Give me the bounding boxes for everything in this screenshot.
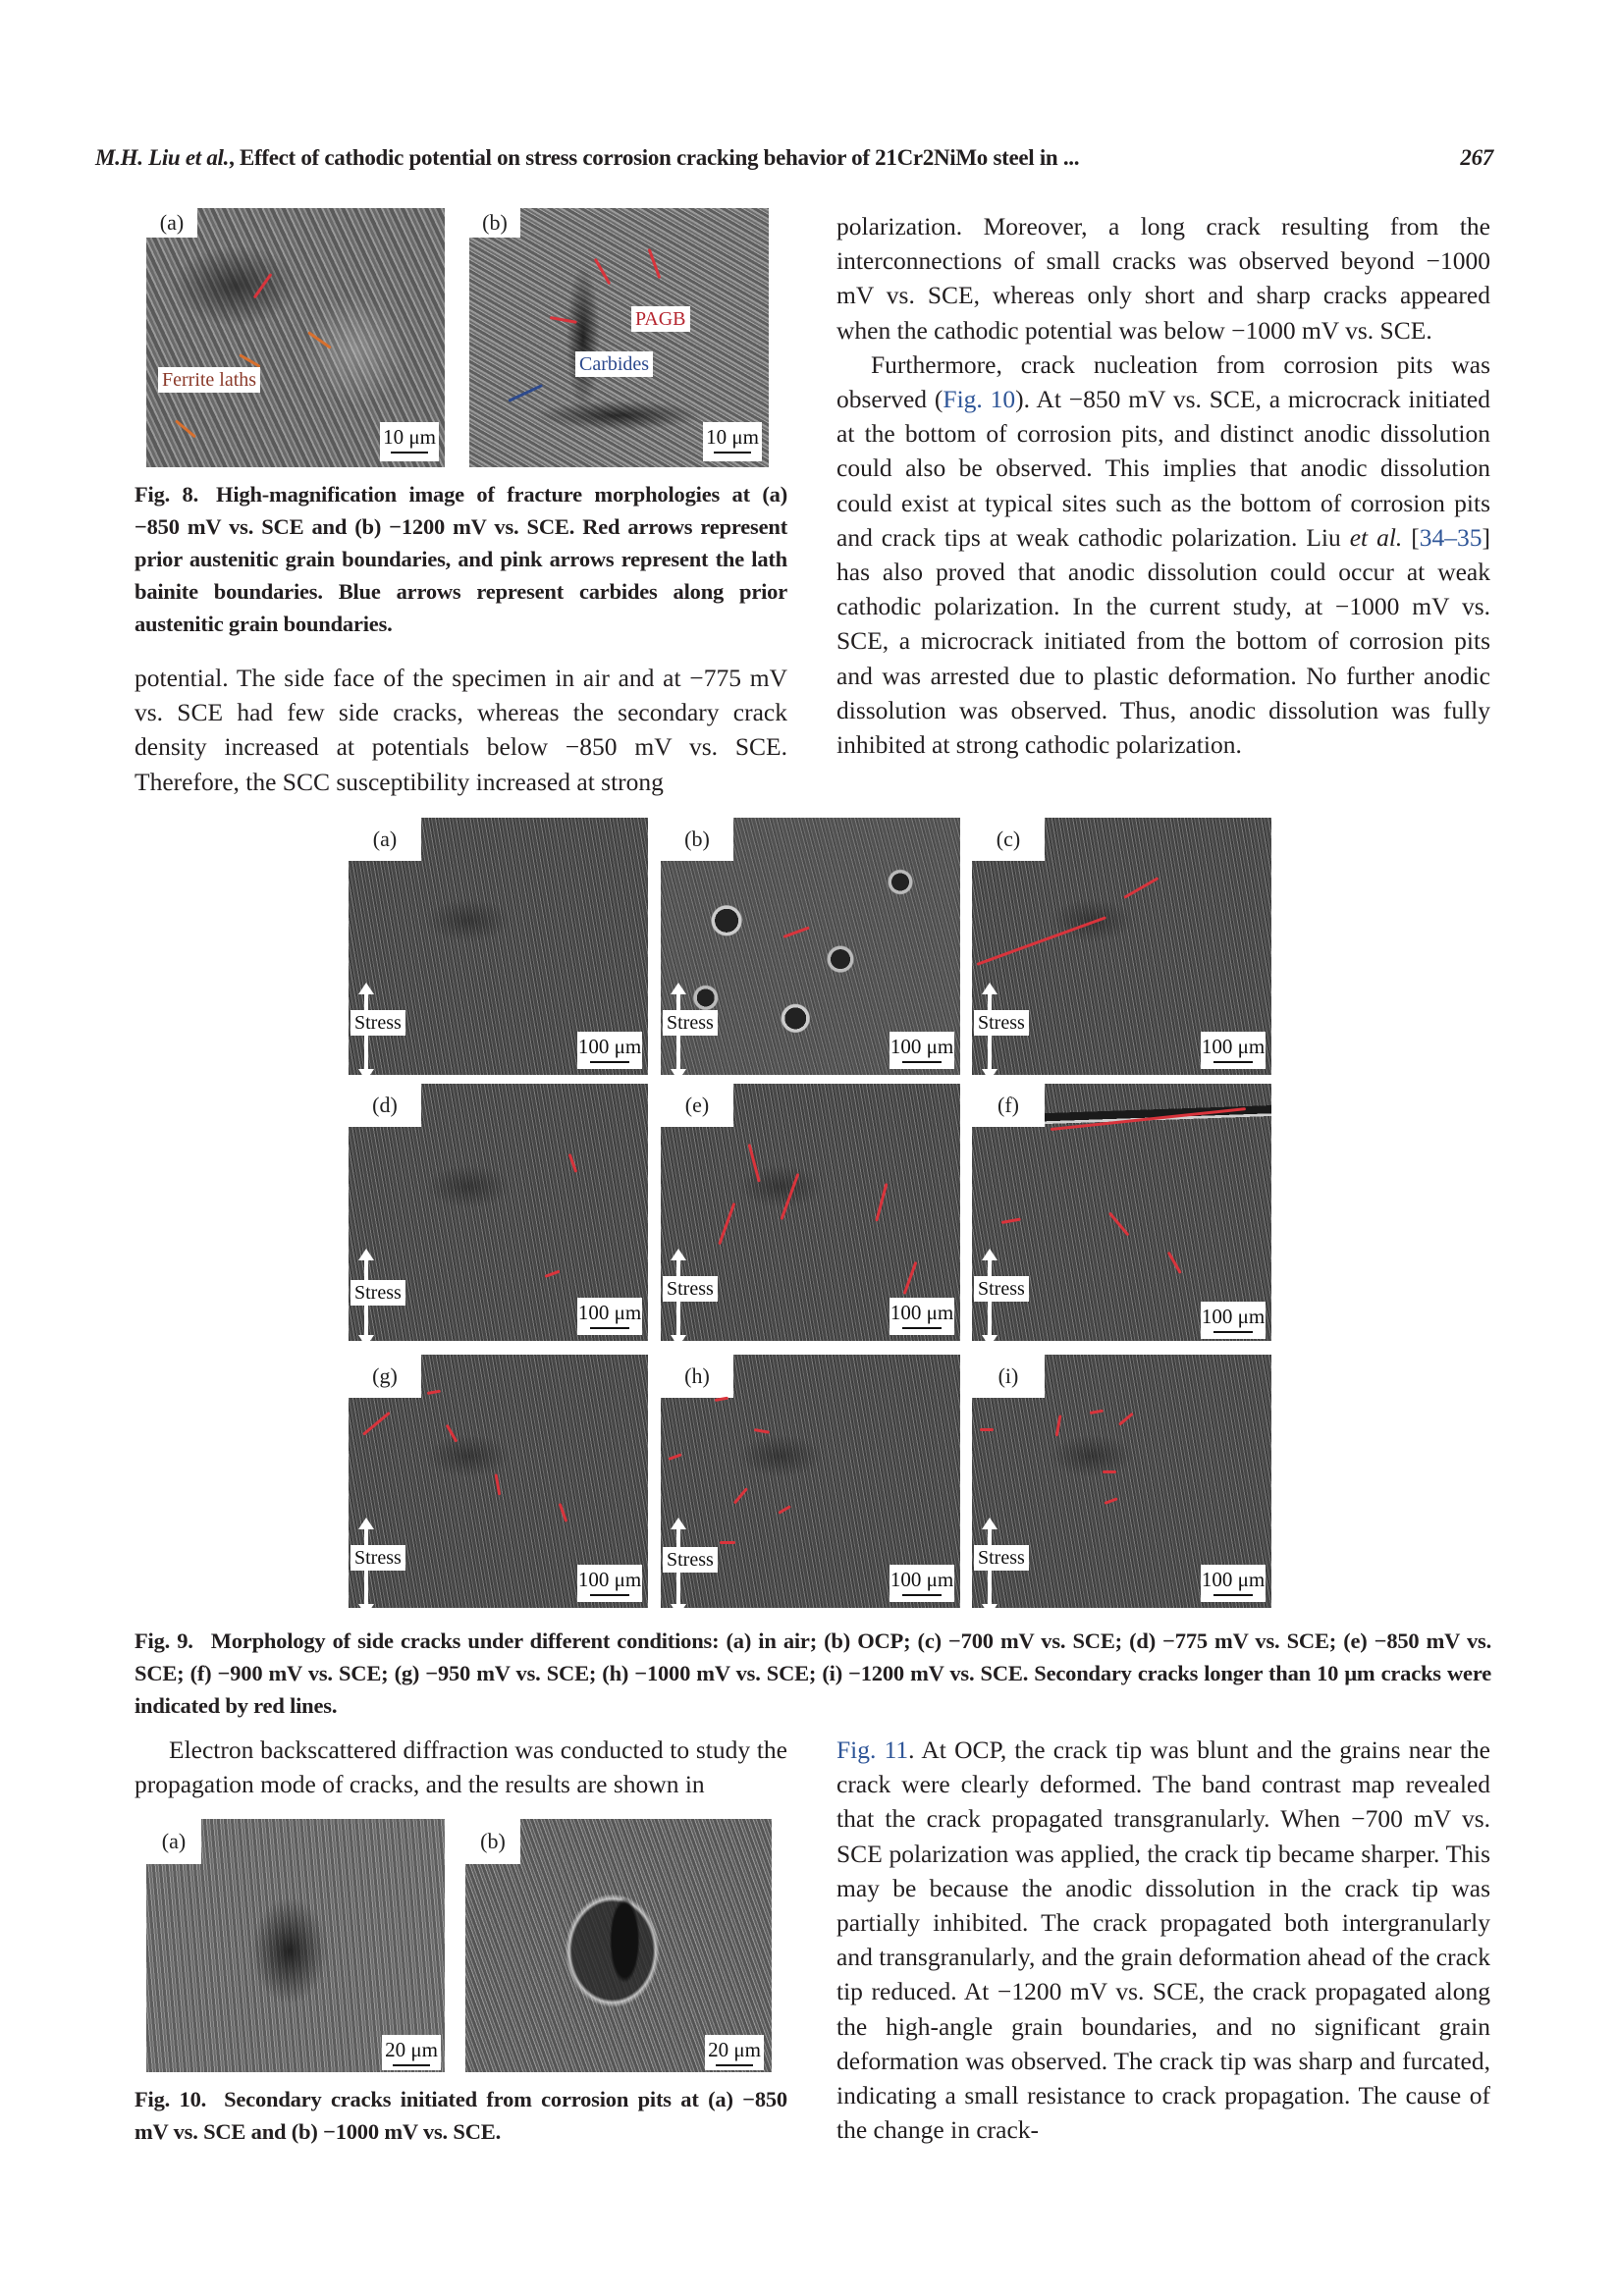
crack-line (1104, 1497, 1117, 1505)
crack-line (1001, 1218, 1021, 1224)
arrow-marker (648, 248, 662, 279)
paragraph: potential. The side face of the specimen in air and at −775 mV vs. SCE had few side cracks, whereas the secondary crack density increased at potentials below −850 mV vs. SCE. Therefore, the SCC susceptibility increased at strong (135, 664, 787, 796)
fig9-panel-h (661, 1355, 960, 1608)
header-article-title: , Effect of cathodic potential on stress corrosion cracking behavior of 21Cr2NiMo steel in ... (229, 145, 1080, 170)
arrow-marker (508, 384, 543, 402)
paragraph (836, 1733, 1490, 2147)
caption-label: Fig. 8. (135, 482, 199, 507)
crack-line (1118, 1413, 1134, 1426)
scale-bar (577, 1565, 642, 1602)
scale-bar-label: 100 μm (577, 1301, 642, 1324)
crack-line (1108, 1212, 1130, 1237)
stress-label: Stress (663, 1547, 718, 1573)
scale-bar (382, 2035, 441, 2070)
stress-label: Stress (350, 1280, 405, 1306)
header-title (95, 145, 1079, 171)
caption-text: Morphology of side cracks under different conditions: (a) in air; (b) OCP; (c) −700 mV vs. SCE; (d) −775 mV vs. SCE; (e) −850 mV vs. SCE; (f) −900 mV vs. SCE; (g) −950 mV vs. SCE; (h) −1000 mV vs. SCE; (i) −1200 mV vs. SCE. Secondary cracks longer than 10 μm cracks were indicated by red lines. (135, 1629, 1491, 1718)
scale-bar (1201, 1565, 1266, 1602)
figure-link-fig11[interactable]: Fig. 11 (836, 1735, 909, 1764)
fig9-caption (135, 1625, 1491, 1722)
fig9-panel-d (349, 1084, 648, 1341)
arrow-marker (175, 419, 196, 438)
crack-line (495, 1473, 502, 1495)
scale-bar-label: 100 μm (577, 1568, 642, 1591)
left-column-text-2 (135, 1733, 787, 1801)
text-span: ). At −850 mV vs. SCE, a microcrack initiated at the bottom of corrosion pits, and distinct anodic dissolution could also be observed. This implies that anodic dissolution could exist at typical sites such as the bottom of corrosion pits and crack tips at weak cathodic polarization. Liu (836, 385, 1490, 552)
crack-line (748, 1144, 761, 1182)
panel-label: (a) (146, 1819, 201, 1864)
crack-line (754, 1428, 770, 1434)
panel-label: (d) (349, 1084, 421, 1127)
scale-bar (380, 422, 439, 461)
panel-label: (a) (146, 208, 197, 238)
scale-bar (1201, 1032, 1266, 1069)
scale-bar-label: 20 μm (385, 2038, 438, 2061)
paragraph (836, 347, 1490, 762)
scale-bar-label: 100 μm (889, 1568, 954, 1591)
crack-line (875, 1183, 888, 1221)
crack-line (976, 916, 1106, 966)
crack-line (733, 1487, 748, 1504)
crack-line (1051, 1107, 1246, 1131)
scale-bar-label: 100 μm (1201, 1035, 1266, 1058)
fig9-panel-f (972, 1084, 1271, 1341)
caption-text: Secondary cracks initiated from corrosion pits at (a) −850 mV vs. SCE and (b) −1000 mV vs. SCE. (135, 2087, 787, 2144)
fig8-panel-b (469, 208, 769, 467)
scale-bar (705, 2035, 764, 2070)
caption-label: Fig. 10. (135, 2087, 207, 2111)
crack-line (559, 1503, 568, 1522)
fig8-panel-a (146, 208, 445, 467)
stress-label: Stress (974, 1010, 1029, 1036)
crack-line (778, 1505, 791, 1515)
fig9-panel-c (972, 818, 1271, 1075)
panel-label: (b) (469, 208, 520, 238)
crack-line (1103, 1470, 1116, 1473)
right-column-text-2 (836, 1733, 1490, 2147)
scale-bar (577, 1032, 642, 1069)
arrow-marker (550, 316, 577, 324)
fig9-panel-i (972, 1355, 1271, 1608)
citation-link[interactable]: 34–35 (1419, 522, 1482, 552)
figure-link-fig10[interactable]: Fig. 10 (943, 385, 1016, 414)
scale-bar (1201, 1302, 1266, 1339)
crack-line (362, 1412, 391, 1436)
annotation-carbides: Carbides (575, 351, 653, 377)
stress-label: Stress (663, 1276, 718, 1302)
arrow-marker (239, 353, 260, 368)
scale-bar (703, 422, 762, 461)
scale-bar (889, 1298, 954, 1335)
crack-line (782, 927, 809, 938)
crack-line (544, 1270, 560, 1278)
scale-bar (889, 1565, 954, 1602)
crack-line (903, 1261, 918, 1295)
scale-bar-label: 100 μm (1201, 1568, 1266, 1591)
running-header (95, 145, 1493, 179)
panel-label: (f) (972, 1084, 1045, 1127)
scale-bar-label: 100 μm (1201, 1305, 1266, 1328)
fig9-panel-a (349, 818, 648, 1075)
crack-line (446, 1424, 458, 1443)
left-column-text-1 (135, 661, 787, 799)
stress-label: Stress (663, 1010, 718, 1036)
scale-bar (889, 1032, 954, 1069)
scale-bar-label: 20 μm (708, 2038, 761, 2061)
panel-label: (b) (661, 818, 733, 861)
scale-bar-label: 100 μm (889, 1035, 954, 1058)
crack-line (568, 1153, 578, 1173)
crack-line (1090, 1410, 1104, 1415)
stress-label: Stress (350, 1545, 405, 1571)
stress-label: Stress (974, 1276, 1029, 1302)
paragraph: Electron backscattered diffraction was conducted to study the propagation mode of cracks, and the results are shown in (135, 1735, 787, 1799)
arrow-marker (307, 331, 332, 349)
right-column-text-1 (836, 209, 1490, 762)
panel-label: (a) (349, 818, 421, 861)
scale-bar-label: 10 μm (383, 425, 436, 449)
crack-line (1055, 1415, 1062, 1436)
fig10-panel-b (465, 1819, 772, 2072)
text-span: et al. (1349, 522, 1403, 552)
crack-line (1123, 877, 1159, 899)
text-span: ] has also proved that anodic dissolution could occur at weak cathodic polarization. In the current study, at −1000 mV vs. SCE, a microcrack initiated from the bottom of corrosion pits and was arrested due to plastic deformation. No further anodic dissolution was observed. Thus, anodic dissolution was fully inhibited at strong cathodic polarization. (836, 522, 1490, 760)
fig9-panel-e (661, 1084, 960, 1341)
arrow-marker (594, 258, 612, 285)
panel-label: (i) (972, 1355, 1045, 1398)
annotation-pagb: PAGB (631, 306, 690, 332)
crack-line (668, 1453, 681, 1461)
text-span: Furthermore, crack nucleation from corrosion pits was observed ( (836, 349, 1490, 414)
panel-label: (e) (661, 1084, 733, 1127)
stress-label: Stress (350, 1010, 405, 1036)
scale-bar-label: 10 μm (706, 425, 759, 449)
stress-label: Stress (974, 1545, 1029, 1571)
header-authors: M.H. Liu et al. (95, 145, 230, 170)
scale-bar-label: 100 μm (577, 1035, 642, 1058)
crack-line (1167, 1252, 1182, 1274)
fig10-caption (135, 2083, 787, 2148)
text-span: [ (1402, 522, 1420, 552)
page-number: 267 (1460, 145, 1493, 170)
text-span: . At OCP, the crack tip was blunt and the grains near the crack were clearly deformed. The band contrast map revealed that the crack propagated transgranularly. When −700 mV vs. SCE polarization was applied, the crack tip became sharper. This may be because the anodic dissolution in the crack tip was partially inhibited. The crack propagated both intergranularly and transgranularly, and the grain deformation ahead of the crack tip reduced. At −1200 mV vs. SCE, the crack propagated along the high-angle grain boundaries, and no significant grain deformation was observed. The crack tip was sharp and furcated, indicating a small resistance to crack propagation. The cause of the change in crack- (836, 1735, 1490, 2145)
caption-label: Fig. 9. (135, 1629, 193, 1653)
panel-label: (h) (661, 1355, 733, 1398)
fig8-caption (135, 478, 787, 640)
fig9-panel-b (661, 818, 960, 1075)
fig10-panel-a (146, 1819, 445, 2072)
arrow-marker (253, 273, 273, 298)
scale-bar-label: 100 μm (889, 1301, 954, 1324)
panel-label: (g) (349, 1355, 421, 1398)
crack-line (780, 1173, 799, 1220)
annotation-ferrite-laths: Ferrite laths (158, 367, 260, 393)
panel-label: (c) (972, 818, 1045, 861)
crack-line (427, 1390, 441, 1395)
scale-bar (577, 1298, 642, 1335)
crack-line (980, 1428, 994, 1431)
caption-text: High-magnification image of fracture morphologies at (a) −850 mV vs. SCE and (b) −1200 mV vs. SCE. Red arrows represent prior austenitic grain boundaries, and pink arrows represent the lath bainite boundaries. Blue arrows represent carbides along prior austenitic grain boundaries. (135, 482, 787, 636)
crack-line (720, 1541, 735, 1544)
panel-label: (b) (465, 1819, 520, 1864)
crack-line (718, 1202, 735, 1245)
fig9-panel-g (349, 1355, 648, 1608)
paragraph: polarization. Moreover, a long crack resulting from the interconnections of small cracks was observed beyond −1000 mV vs. SCE, whereas only short and sharp cracks appeared when the cathodic potential was below −1000 mV vs. SCE. (836, 212, 1490, 345)
